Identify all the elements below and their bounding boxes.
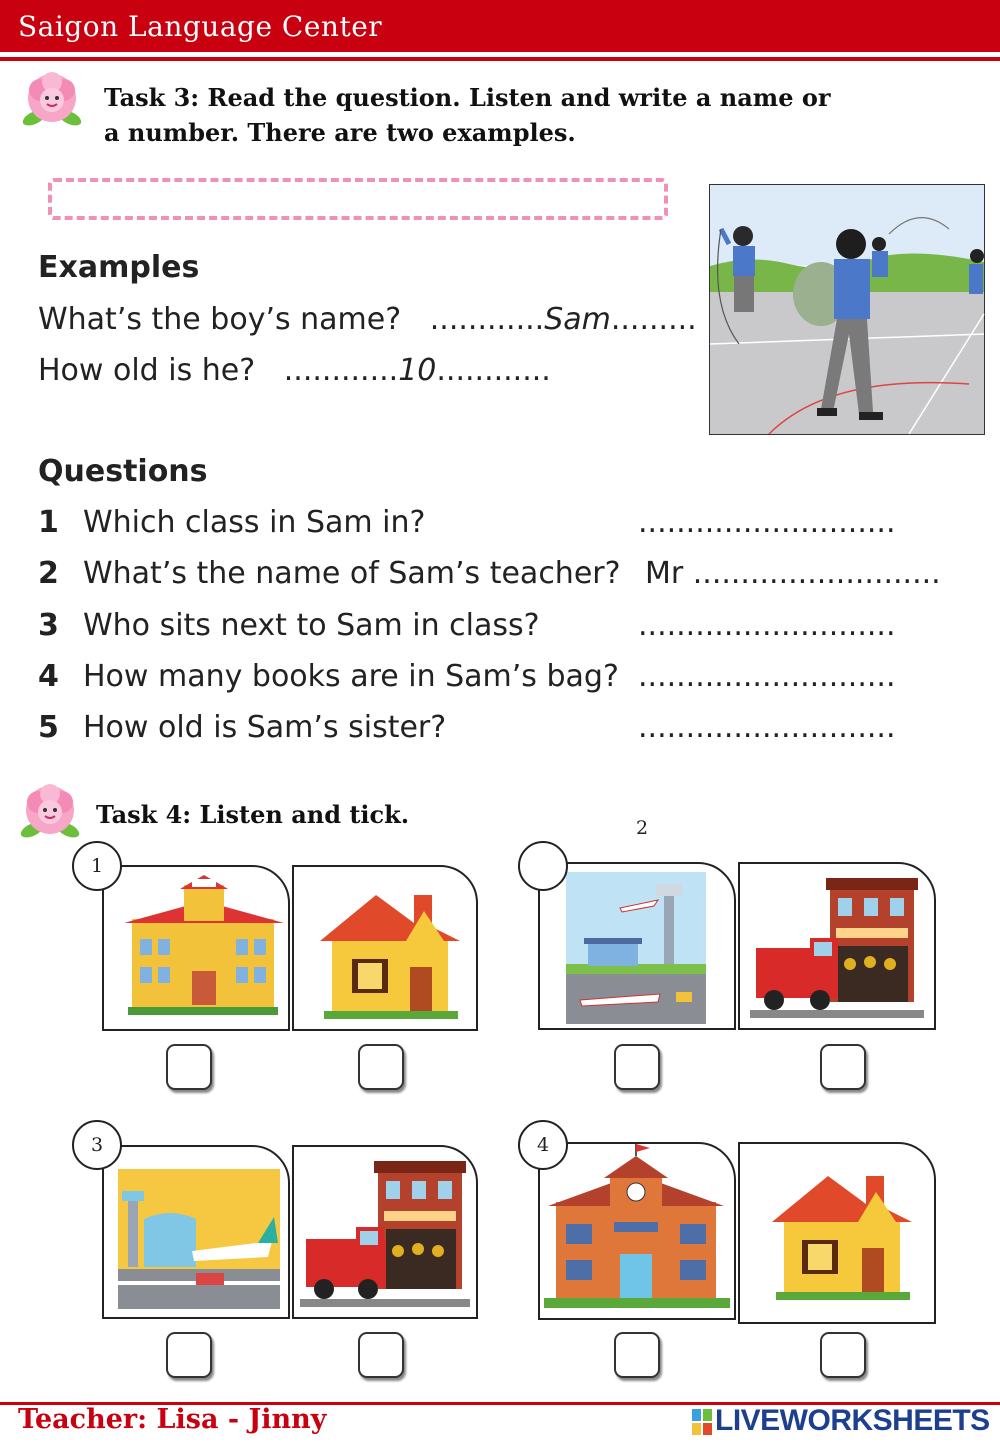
airport-picture [540, 864, 734, 1028]
picture-panel [738, 862, 936, 1030]
answer-blank[interactable]: ........................... [638, 710, 896, 745]
example-dots: ............ [283, 353, 399, 388]
item-number-badge: 3 [72, 1120, 122, 1170]
fire-station-picture [740, 864, 934, 1028]
school-picture [540, 1144, 734, 1318]
picture-panel [538, 862, 736, 1030]
picture-panel [292, 1145, 478, 1319]
task3-title [104, 80, 830, 150]
picture-panel [102, 865, 290, 1031]
question-text: How old is Sam’s sister? [83, 710, 447, 745]
question-number: 4 [38, 659, 59, 694]
answer-blank[interactable]: ........................... [638, 505, 896, 540]
tick-checkbox[interactable] [614, 1332, 660, 1378]
questions-heading: Questions [38, 454, 208, 489]
footer-teacher: Teacher: Lisa - Jinny [18, 1404, 327, 1435]
example-question: What’s the boy’s name? [38, 302, 402, 337]
item-number-badge [518, 841, 568, 891]
question-number: 5 [38, 710, 59, 745]
tick-checkbox[interactable] [166, 1044, 212, 1090]
item-number-label: 2 [636, 817, 649, 839]
tick-checkbox[interactable] [358, 1332, 404, 1378]
example-dots: ......... [610, 302, 697, 337]
answer-drop-box[interactable] [48, 178, 668, 220]
picture-panel [538, 1142, 736, 1320]
example-dots: ............ [436, 353, 551, 388]
answer-blank[interactable]: ........................... [638, 659, 896, 694]
example-answer: Sam [544, 302, 611, 337]
question-text: Which class in Sam in? [83, 505, 426, 540]
header-divider [0, 57, 1000, 61]
house-picture [294, 867, 476, 1029]
example-row [38, 302, 697, 337]
question-text: Who sits next to Sam in class? [83, 608, 540, 643]
answer-blank[interactable]: ........................... [638, 608, 896, 643]
fire-station-picture [294, 1147, 476, 1317]
question-text: How many books are in Sam’s bag? [83, 659, 619, 694]
answer-blank[interactable]: Mr .......................... [645, 556, 941, 591]
schoolyard-illustration [709, 184, 985, 435]
airport-picture [104, 1147, 288, 1317]
question-text: What’s the name of Sam’s teacher? [83, 556, 621, 591]
flower-icon [20, 68, 84, 130]
tick-checkbox[interactable] [820, 1044, 866, 1090]
item-number-badge: 4 [518, 1120, 568, 1170]
house-picture [740, 1144, 934, 1318]
tick-checkbox[interactable] [820, 1332, 866, 1378]
example-question: How old is he? [38, 353, 256, 388]
tick-checkbox[interactable] [614, 1044, 660, 1090]
task3-title-line1: Task 3: Read the question. Listen and write a name or [104, 83, 831, 112]
example-answer: 10 [398, 353, 437, 388]
header-title: Saigon Language Center [18, 10, 383, 43]
picture-panel [292, 865, 478, 1031]
task3-title-line2: a number. There are two examples. [104, 118, 576, 147]
tick-checkbox[interactable] [166, 1332, 212, 1378]
picture-panel [738, 1142, 936, 1324]
footer-brand[interactable]: LIVEWORKSHEETS [715, 1404, 990, 1437]
picture-panel [102, 1145, 290, 1319]
question-number: 2 [38, 556, 59, 591]
question-number: 1 [38, 505, 59, 540]
liveworksheets-logo-icon [692, 1409, 712, 1435]
question-number: 3 [38, 608, 59, 643]
task4-title: Task 4: Listen and tick. [96, 800, 410, 829]
example-dots: ............ [429, 302, 545, 337]
examples-heading: Examples [38, 250, 200, 285]
tick-checkbox[interactable] [358, 1044, 404, 1090]
school-picture [104, 867, 288, 1029]
flower-icon [18, 780, 82, 842]
example-row [38, 353, 551, 388]
item-number-badge: 1 [72, 841, 122, 891]
